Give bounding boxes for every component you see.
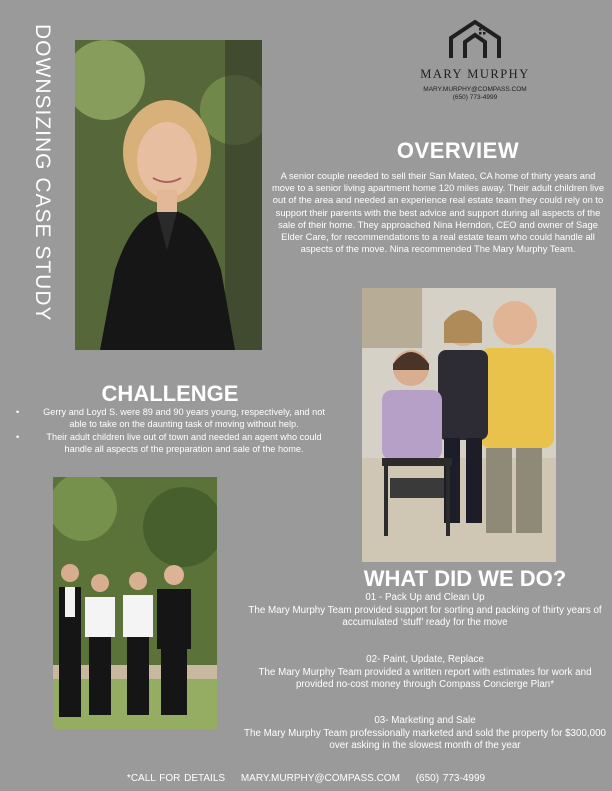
clients-illustration	[362, 288, 556, 562]
footer-email[interactable]: MARY.MURPHY@COMPASS.COM	[240, 773, 400, 784]
vertical-title: DOWNSIZING CASE STUDY	[31, 24, 54, 322]
challenge-item: • Their adult children live out of town and needed an agent who could handle all aspects of the preparation and sale of the home.	[12, 432, 330, 455]
what-did-we-do-heading: WHAT DID WE DO?	[363, 566, 567, 591]
logo-phone[interactable]: (650) 773-4999	[452, 94, 498, 101]
footer-phone[interactable]: (650) 773-4999	[415, 773, 486, 784]
team-illustration	[53, 477, 217, 729]
logo-block	[420, 16, 530, 101]
house-logo-icon	[445, 16, 505, 60]
step-3-title: 03- Marketing and Sale	[374, 715, 476, 726]
step-2	[240, 654, 610, 692]
clients-photo	[362, 288, 556, 562]
overview-heading: OVERVIEW	[396, 138, 520, 163]
step-1-body: The Mary Murphy Team provided support for sorting and packing of thirty years of accumulated ‘stuff’ ready for the move	[248, 604, 602, 629]
challenge-list	[12, 407, 330, 457]
footer	[0, 773, 612, 784]
portrait-illustration	[75, 40, 262, 350]
logo-email[interactable]: MARY.MURPHY@COMPASS.COM	[423, 86, 527, 93]
overview-body: A senior couple needed to sell their San Mateo, CA home of thirty years and move to a senior living apartment home 120 miles away. Their adult children live out of the area and needed an experience real estate team they could rely on to support their parents with the best advice and support during all aspects of the sale of their home. They approached Nina Herndon, CEO and owner of Sage Elder Care, for recommendations to a real estate team who could handle all aspects of the move. Nina recommended The Mary Murphy Team.	[271, 170, 605, 255]
step-3-body: The Mary Murphy Team professionally marketed and sold the property for $300,000 over asking in the slowest month of the year	[244, 727, 606, 752]
portrait-photo	[75, 40, 262, 350]
challenge-item: • Gerry and Loyd S. were 89 and 90 years young, respectively, and not able to take on the daunting task of moving without help.	[12, 407, 330, 430]
team-photo	[53, 477, 217, 729]
step-1-title: 01 - Pack Up and Clean Up	[365, 592, 485, 603]
step-2-body: The Mary Murphy Team provided a written report with estimates for work and provided no-cost money through Compass Concierge Plan*	[258, 666, 592, 691]
challenge-heading: CHALLENGE	[101, 381, 239, 406]
step-2-title: 02- Paint, Update, Replace	[366, 654, 484, 665]
step-1	[240, 592, 610, 630]
step-3	[240, 715, 610, 753]
logo-name: MARY MURPHY	[420, 67, 530, 81]
footer-note: *CALL FOR DETAILS	[126, 773, 226, 784]
